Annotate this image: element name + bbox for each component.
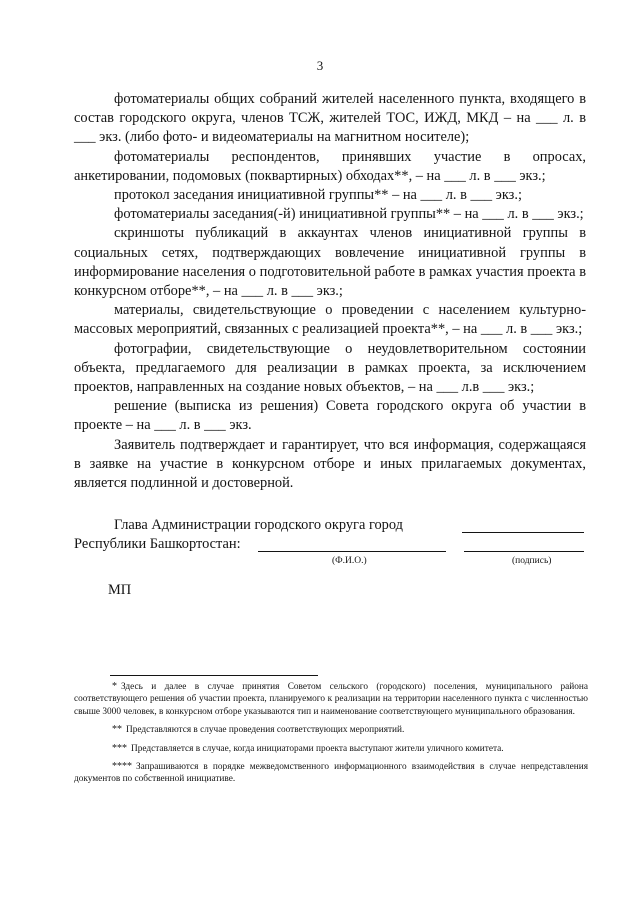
paragraph-object-condition-photos: фотографии, свидетельствующие о неудовлетворительном состоянии объекта, предлагаемого для реализации в рамках проекта, за исключением проектов, направленных на создание новых объектов, – на ___ л.в ___ экз.; <box>74 340 586 396</box>
footnote-separator <box>110 675 318 676</box>
footnote-text: Здесь и далее в случае принятия Советом сельского (городского) поселения, муниципального района соответствующего решения об участии проекта, планируемого к реализации на территории населенного пункта с численностью свыше 3000 человек, в конкурсном отборе указываются тип и наименование соответствующего муниципального образования. <box>74 682 588 717</box>
paragraph-applicant-guarantee: Заявитель подтверждает и гарантирует, что вся информация, содержащаяся в заявке на участие в конкурсном отборе и иных прилагаемых документах, является подлинной и достоверной. <box>74 436 586 492</box>
stamp-place-label: МП <box>108 582 132 598</box>
document-body <box>74 90 586 493</box>
signature-caption: (подпись) <box>512 556 552 566</box>
footnote-mark: *** <box>112 742 127 754</box>
paragraph-respondents-photos: фотоматериалы респондентов, принявших участие в опросах, анкетировании, подомовых (поквартирных) обходах**, – на ___ л. в ___ экз.; <box>74 148 586 184</box>
fio-caption: (Ф.И.О.) <box>332 556 367 566</box>
footnote <box>74 724 588 736</box>
footnote-mark: **** <box>112 761 132 773</box>
footnote <box>74 681 588 718</box>
footnote-text: Представляются в случае проведения соответствующих мероприятий. <box>126 725 405 736</box>
footnote-text: Запрашиваются в порядке межведомственного информационного взаимодействия в случае непредставления документов по собственной инициативе. <box>74 762 588 785</box>
paragraph-cultural-events: материалы, свидетельствующие о проведении с населением культурно-массовых мероприятий, связанных с реализацией проекта**, – на ___ л. в ___ экз.; <box>74 302 586 338</box>
signature-block <box>74 516 594 566</box>
footnote-text: Представляется в случае, когда инициаторами проекта выступают жители уличного комитета. <box>131 743 504 754</box>
footnote-mark: * <box>112 681 117 692</box>
signatory-title-line1: Глава Администрации городского округа город <box>114 517 403 533</box>
footnote-mark: ** <box>112 724 122 736</box>
paragraph-group-meeting-photos: фотоматериалы заседания(-й) инициативной группы** – на ___ л. в ___ экз.; <box>114 206 584 223</box>
paragraph-social-screenshots: скриншоты публикаций в аккаунтах членов инициативной группы в социальных сетях, подтверждающих вовлечение инициативной группы в информирование населения о подготовительной работе в рамках участия проекта в конкурсном отборе**, – на ___ л. в ___ экз.; <box>74 225 586 300</box>
footnotes <box>74 681 588 792</box>
city-name-blank <box>462 532 584 533</box>
paragraph-general-meetings-photos: фотоматериалы общих собраний жителей населенного пункта, входящего в состав городского округа, членов ТСЖ, жителей ТОС, ИЖД, МКД – на ___ л. в ___ экз. (либо фото- и видеоматериалы на магнитном носителе); <box>74 91 586 146</box>
footnote <box>74 761 588 786</box>
paragraph-council-decision: решение (выписка из решения) Совета городского округа об участии в проекте – на ___ л. в ___ экз. <box>74 398 586 434</box>
footnote <box>74 743 588 755</box>
paragraph-group-protocol: протокол заседания инициативной группы** – на ___ л. в ___ экз.; <box>114 187 522 204</box>
page-number: 3 <box>316 58 324 73</box>
signatory-title-line2: Республики Башкортостан: <box>74 536 241 552</box>
